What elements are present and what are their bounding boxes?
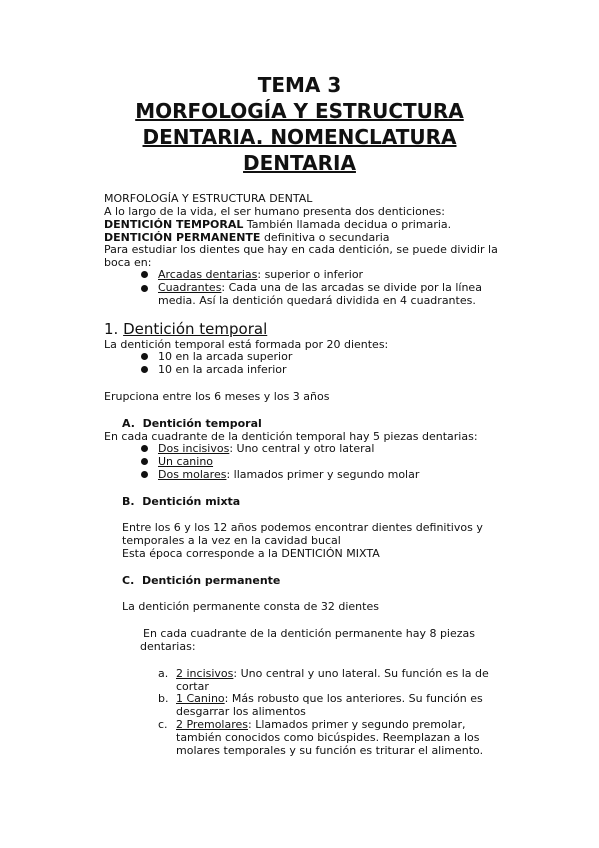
list-item-canino — [176, 692, 483, 705]
subsection-b-marker: B. — [122, 495, 135, 508]
bullet-1-text: : superior o inferior — [257, 268, 364, 281]
list-item-marker: c. — [158, 718, 168, 731]
section-1-number: 1. — [104, 320, 124, 338]
intro-bullet-2 — [158, 281, 482, 294]
bullet-text: : Uno central y otro lateral — [229, 442, 375, 455]
section-1-title: Dentición temporal — [123, 320, 268, 338]
bullet-dot — [141, 366, 148, 373]
list-item-marker: b. — [158, 692, 169, 705]
subsection-b-title: Dentición mixta — [142, 495, 241, 508]
subsection-a-title: Dentición temporal — [142, 417, 262, 430]
subsection-c-paragraph-1: La dentición permanente consta de 32 dientes — [122, 600, 379, 613]
section-1-paragraph-1: La dentición temporal está formada por 20 dientes: — [104, 338, 389, 351]
bullet-dot — [141, 353, 148, 360]
list-item-label: 2 Premolares — [176, 718, 249, 731]
subsection-c-paragraph-2b: dentarias: — [140, 640, 196, 653]
intro-paragraph-1: A lo largo de la vida, el ser humano presenta dos denticiones: — [104, 205, 445, 218]
bullet-text: : llamados primer y segundo molar — [226, 468, 420, 481]
intro-bullet-2-cont: media. Así la dentición quedará dividida en 4 cuadrantes. — [158, 294, 476, 307]
bullet-label: Dos molares — [158, 468, 227, 481]
list-item-premolares — [176, 718, 466, 731]
bullet-dot — [141, 285, 148, 292]
subsection-a-paragraph: En cada cuadrante de la dentición temporal hay 5 piezas dentarias: — [104, 430, 478, 443]
list-item-text-cont: también conocidos como bicúspides. Reemplazan a los — [176, 731, 480, 744]
list-item-marker: a. — [158, 667, 169, 680]
list-item-label: 1 Canino — [176, 692, 225, 705]
subsection-b-paragraph-1a: Entre los 6 y los 12 años podemos encontrar dientes definitivos y — [122, 521, 483, 534]
bullet-1-label: Arcadas dentarias — [158, 268, 258, 281]
section-1-bullet-2: 10 en la arcada inferior — [158, 363, 287, 376]
subsection-a-bullet-3 — [158, 468, 419, 481]
intro-bullet-1 — [158, 268, 363, 281]
list-item-text-cont: desgarrar los alimentos — [176, 705, 306, 718]
bullet-2-text-a: : Cada una de las arcadas se divide por la línea — [221, 281, 482, 294]
list-item-text: : Más robusto que los anteriores. Su función es — [224, 692, 483, 705]
subsection-c-marker: C. — [122, 574, 135, 587]
intro-paragraph-2b: boca en: — [104, 256, 152, 269]
bullet-dot — [141, 445, 148, 452]
intro-temporal-line — [104, 218, 451, 231]
subsection-a-marker: A. — [122, 417, 135, 430]
bullet-dot — [141, 271, 148, 278]
title-line-2: MORFOLOGÍA Y ESTRUCTURA — [135, 99, 464, 123]
list-item-label: 2 incisivos — [176, 667, 234, 680]
bullet-label: Un canino — [158, 455, 214, 468]
title-line-4: DENTARIA — [243, 151, 356, 175]
bullet-dot — [141, 471, 148, 478]
bullet-2-label: Cuadrantes — [158, 281, 222, 294]
permanente-label: DENTICIÓN PERMANENTE — [104, 231, 261, 244]
subsection-c-paragraph-2a: En cada cuadrante de la dentición permanente hay 8 piezas — [143, 627, 476, 640]
permanente-text: definitiva o secundaria — [260, 231, 390, 244]
list-item-text-cont: cortar — [176, 680, 209, 693]
bullet-dot — [141, 458, 148, 465]
subsection-a-heading — [122, 417, 262, 430]
subsection-a-bullet-2 — [158, 455, 213, 468]
list-item-incisivos — [176, 667, 489, 680]
subsection-c-title: Dentición permanente — [141, 574, 281, 587]
document-title — [0, 72, 599, 176]
intro-paragraph-2a: Para estudiar los dientes que hay en cada dentición, se puede dividir la — [104, 243, 498, 256]
subsection-b-paragraph-1b: temporales a la vez en la cavidad bucal — [122, 534, 341, 547]
intro-heading: MORFOLOGÍA Y ESTRUCTURA DENTAL — [104, 192, 313, 205]
subsection-b-paragraph-2: Esta época corresponde a la DENTICIÓN MIXTA — [122, 547, 380, 560]
temporal-text: También llamada decidua o primaria. — [243, 218, 452, 231]
subsection-b-heading — [122, 495, 240, 508]
title-line-1: TEMA 3 — [257, 73, 342, 97]
list-item-text-cont: molares temporales y su función es triturar el alimento. — [176, 744, 484, 757]
section-1-paragraph-2: Erupciona entre los 6 meses y los 3 años — [104, 390, 330, 403]
section-1-heading — [104, 320, 267, 338]
section-1-bullet-1: 10 en la arcada superior — [158, 350, 293, 363]
temporal-label: DENTICIÓN TEMPORAL — [104, 218, 244, 231]
subsection-a-bullet-1 — [158, 442, 374, 455]
list-item-text: : Llamados primer y segundo premolar, — [248, 718, 466, 731]
title-line-3: DENTARIA. NOMENCLATURA — [142, 125, 457, 149]
bullet-label: Dos incisivos — [158, 442, 230, 455]
list-item-text: : Uno central y uno lateral. Su función es la de — [233, 667, 489, 680]
subsection-c-heading — [122, 574, 280, 587]
